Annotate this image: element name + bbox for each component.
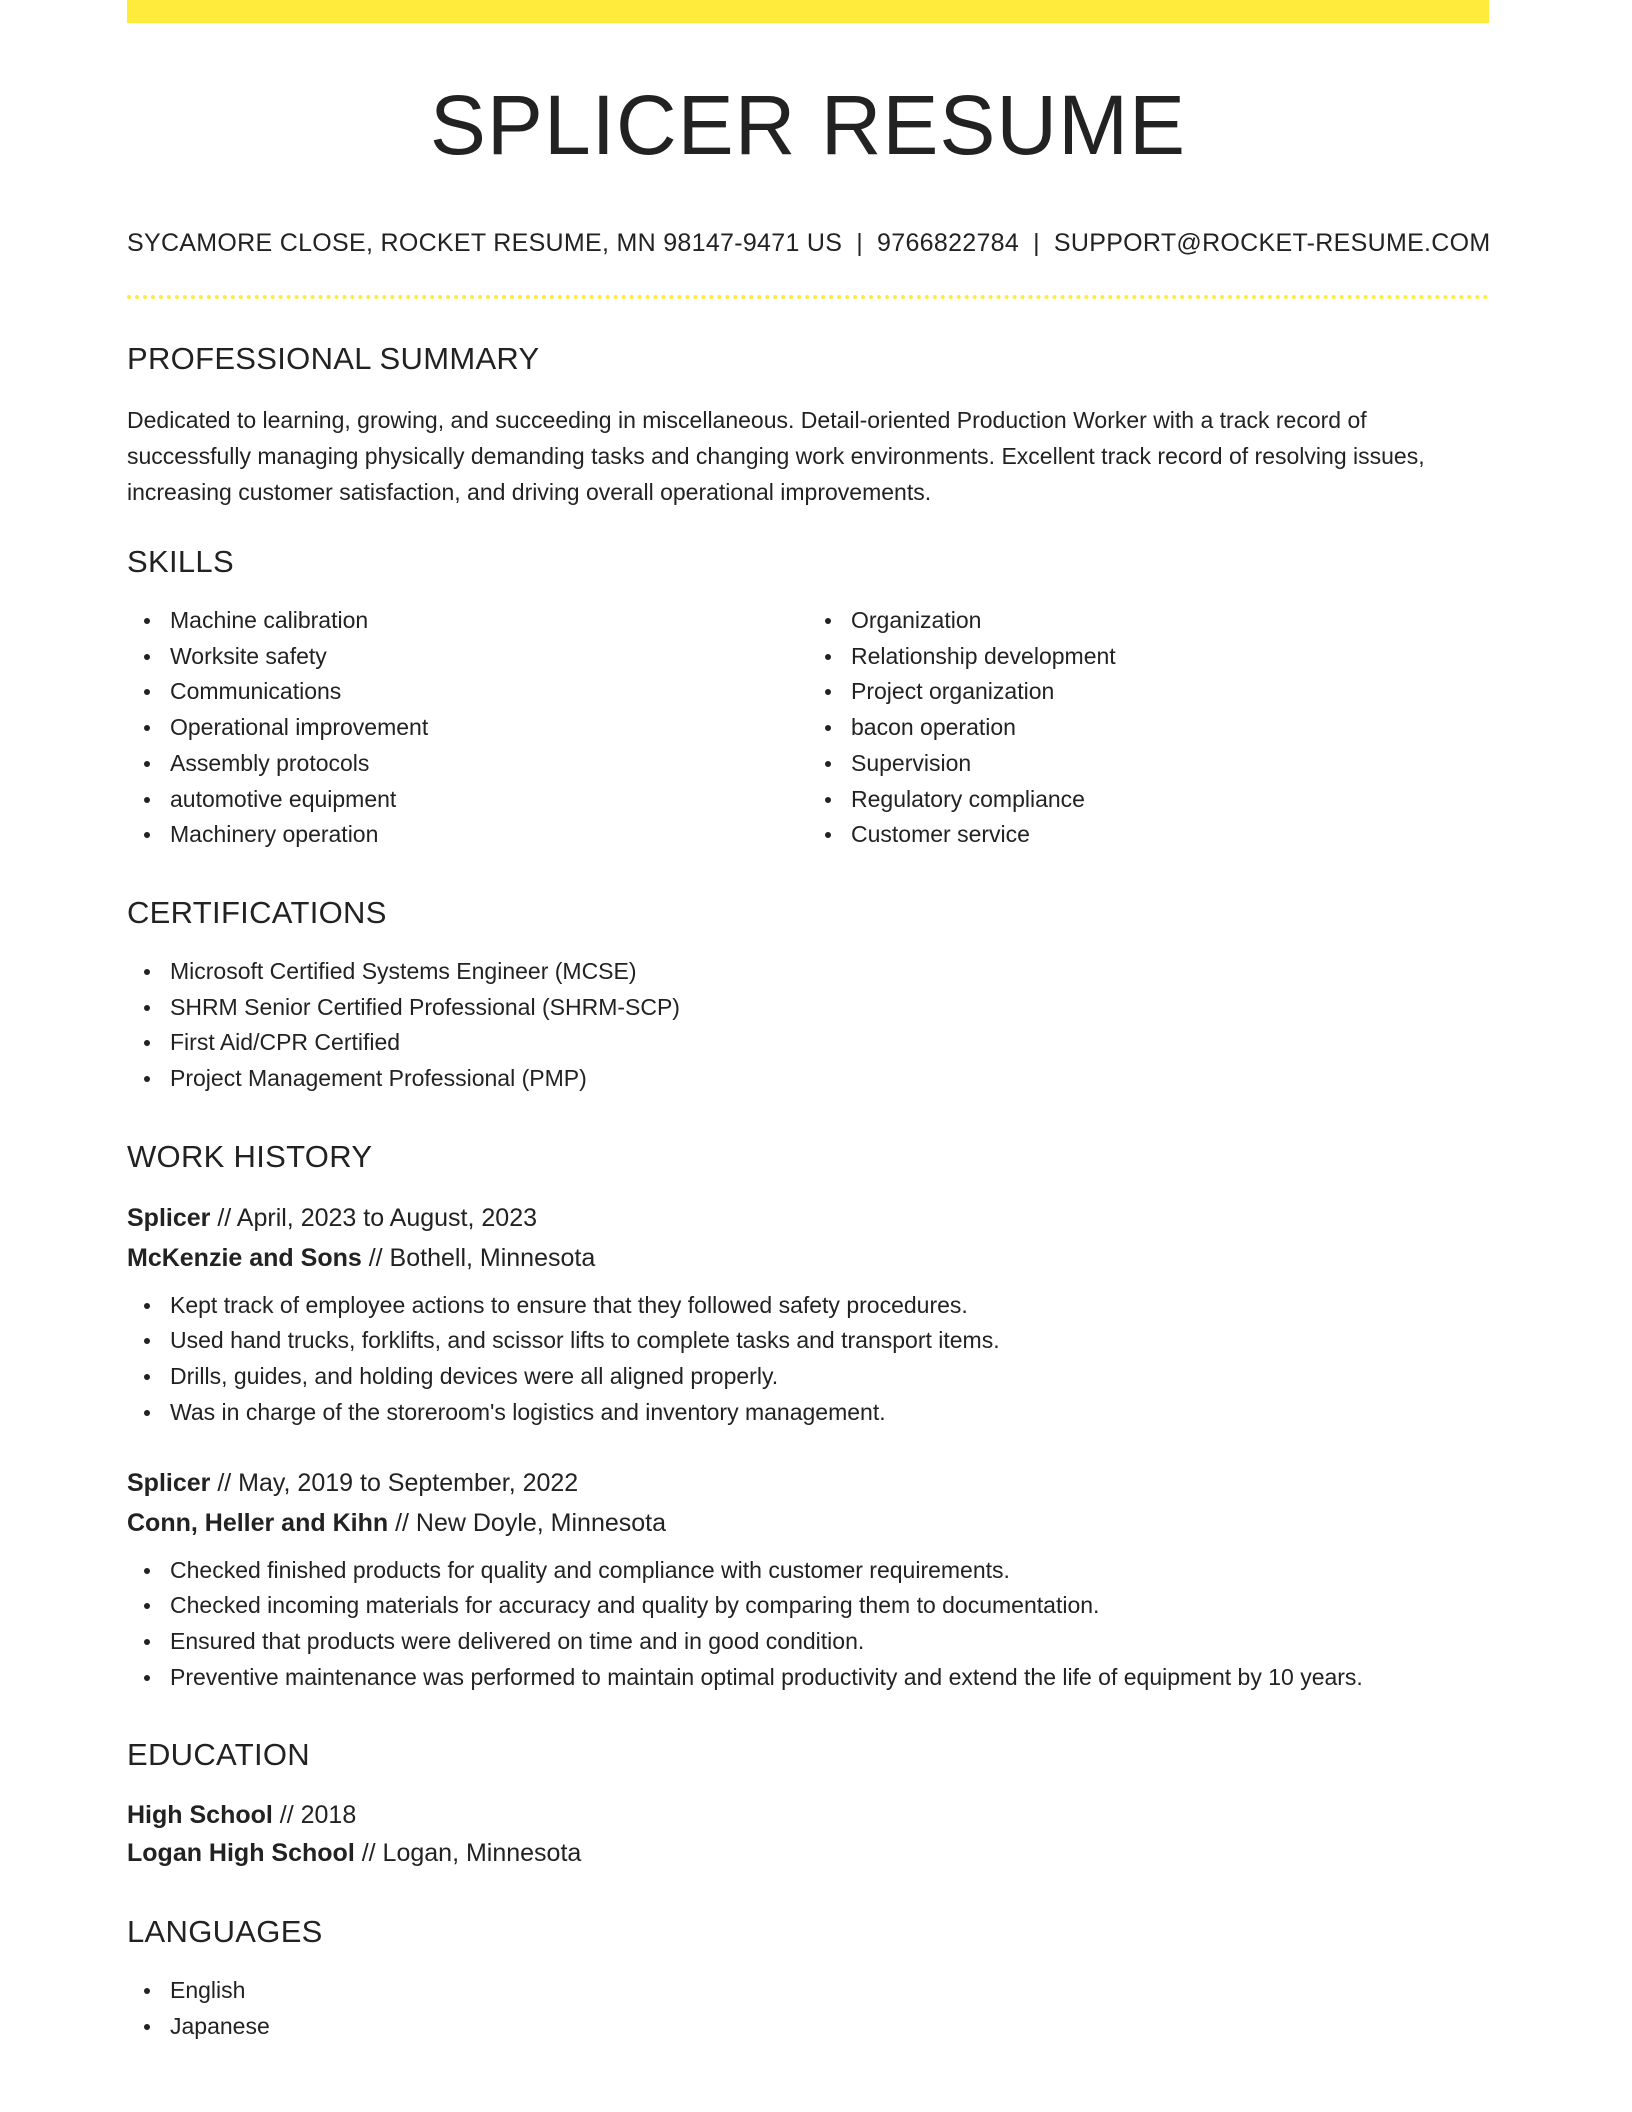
skill-item: Machinery operation: [170, 817, 808, 853]
education-degree-line: [127, 1796, 1489, 1834]
job-company: Conn, Heller and Kihn: [127, 1508, 389, 1537]
certification-item: First Aid/CPR Certified: [170, 1025, 1489, 1061]
education-entry: [127, 1796, 1489, 1872]
contact-email: SUPPORT@ROCKET-RESUME.COM: [1053, 229, 1491, 257]
certification-item: SHRM Senior Certified Professional (SHRM-SCP): [170, 990, 1489, 1026]
skill-item: bacon operation: [851, 710, 1489, 746]
education-degree: High School: [127, 1801, 273, 1830]
skill-item: Project organization: [851, 674, 1489, 710]
skill-item: Worksite safety: [170, 639, 808, 675]
job-role: Splicer: [127, 1203, 211, 1232]
skill-item: automotive equipment: [170, 782, 808, 818]
job-dates: // April, 2023 to August, 2023: [217, 1203, 538, 1232]
job-bullet: Drills, guides, and holding devices were all aligned properly.: [170, 1359, 1489, 1395]
education-year: // 2018: [279, 1801, 357, 1830]
skill-item: Machine calibration: [170, 603, 808, 639]
certifications-list: [127, 954, 1489, 1097]
summary-text: Dedicated to learning, growing, and succeeding in miscellaneous. Detail-oriented Production Worker with a track record of successfully managing physically demanding tasks and changing work environments. Excellent track record of resolving issues, increasing customer satisfaction, and driving overall operational improvements.: [127, 407, 1425, 505]
job-entry: [127, 1198, 1489, 1431]
contact-phone: 9766822784: [877, 229, 1020, 257]
language-item: English: [170, 1973, 1489, 2009]
job-bullet: Preventive maintenance was performed to maintain optimal productivity and extend the life of equipment by 10 years.: [170, 1660, 1489, 1696]
certification-item: Microsoft Certified Systems Engineer (MCSE): [170, 954, 1489, 990]
languages-heading: LANGUAGES: [127, 1914, 323, 1950]
skill-item: Operational improvement: [170, 710, 808, 746]
language-item: Japanese: [170, 2009, 1489, 2045]
skills-column-right: [808, 603, 1489, 853]
job-title-line: [127, 1198, 1489, 1238]
contact-separator: |: [856, 229, 864, 257]
job-bullets: [127, 1288, 1489, 1431]
education-location: // Logan, Minnesota: [361, 1839, 582, 1868]
job-bullet: Used hand trucks, forklifts, and scissor lifts to complete tasks and transport items.: [170, 1323, 1489, 1359]
skill-item: Relationship development: [851, 639, 1489, 675]
work-history-heading: WORK HISTORY: [127, 1138, 373, 1174]
skills-heading: SKILLS: [127, 544, 234, 579]
job-location: // New Doyle, Minnesota: [395, 1508, 667, 1537]
skill-item: Communications: [170, 674, 808, 710]
skill-item: Assembly protocols: [170, 746, 808, 782]
job-company-line: [127, 1503, 1489, 1543]
summary-heading: PROFESSIONAL SUMMARY: [127, 341, 540, 376]
contact-line: [127, 229, 1489, 258]
job-bullet: Kept track of employee actions to ensure that they followed safety procedures.: [170, 1288, 1489, 1324]
job-bullet: Checked incoming materials for accuracy and quality by comparing them to documentation.: [170, 1588, 1489, 1624]
contact-separator: |: [1033, 229, 1040, 257]
resume-page: [127, 0, 1489, 2045]
skill-item: Customer service: [851, 817, 1489, 853]
job-company-line: [127, 1238, 1489, 1278]
top-accent-bar: [127, 0, 1489, 23]
job-bullets: [127, 1553, 1489, 1696]
skills-list: [127, 603, 1489, 853]
contact-address: SYCAMORE CLOSE, ROCKET RESUME, MN 98147-9471 US: [127, 229, 843, 257]
job-entry: [127, 1463, 1489, 1696]
certifications-heading: CERTIFICATIONS: [127, 894, 387, 930]
skills-column-left: [127, 603, 808, 853]
education-school: Logan High School: [127, 1839, 355, 1868]
job-location: // Bothell, Minnesota: [368, 1243, 596, 1272]
job-bullet: Checked finished products for quality and compliance with customer requirements.: [170, 1553, 1489, 1589]
resume-title: SPLICER RESUME: [429, 78, 1187, 172]
skill-item: Supervision: [851, 746, 1489, 782]
job-bullet: Was in charge of the storeroom's logistics and inventory management.: [170, 1395, 1489, 1431]
skill-item: Regulatory compliance: [851, 782, 1489, 818]
job-bullet: Ensured that products were delivered on time and in good condition.: [170, 1624, 1489, 1660]
job-role: Splicer: [127, 1468, 211, 1497]
dotted-divider: [127, 295, 1489, 299]
education-school-line: [127, 1834, 1489, 1872]
job-dates: // May, 2019 to September, 2022: [217, 1468, 579, 1497]
job-company: McKenzie and Sons: [127, 1243, 362, 1272]
certification-item: Project Management Professional (PMP): [170, 1061, 1489, 1097]
languages-list: [127, 1973, 1489, 2044]
education-heading: EDUCATION: [127, 1737, 310, 1773]
skill-item: Organization: [851, 603, 1489, 639]
job-title-line: [127, 1463, 1489, 1503]
